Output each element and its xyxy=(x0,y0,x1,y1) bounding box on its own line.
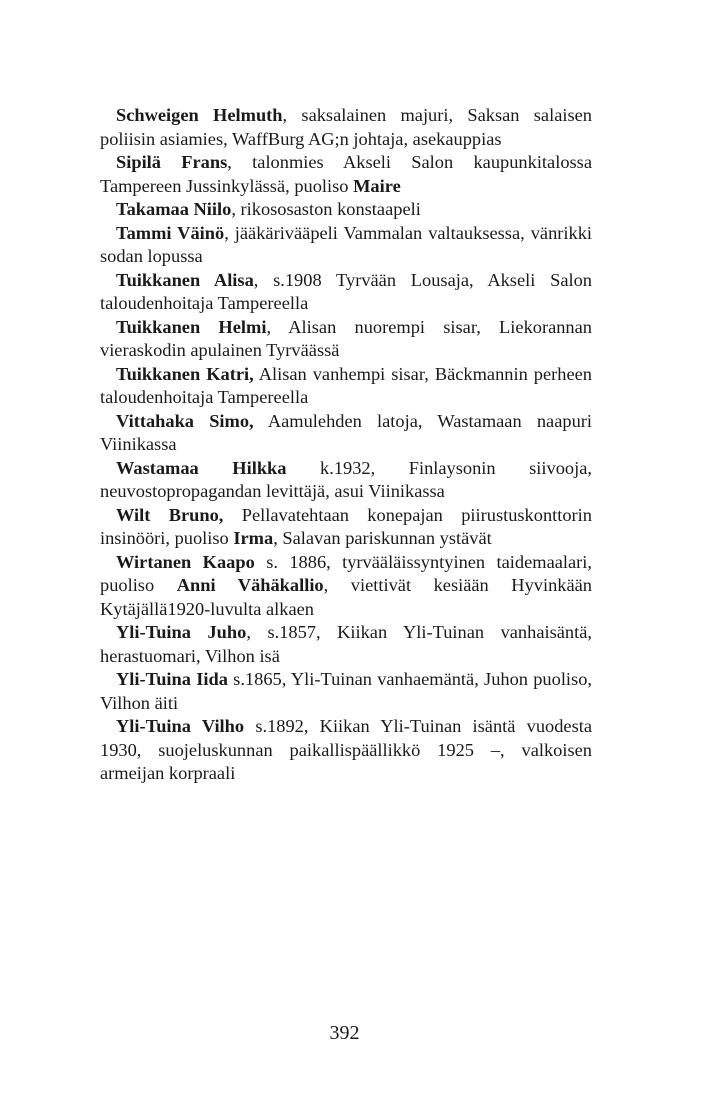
entry-name: Takamaa Niilo xyxy=(116,199,232,219)
entry-text: Aamulehden latoja, Wastamaan naapuri Viinikassa xyxy=(100,410,592,454)
entry-name: Sipilä Frans xyxy=(116,152,228,172)
entry-text-after: , Salavan pariskunnan ystävät xyxy=(273,528,492,548)
entry-text: s.1908 Tyrvään Lousaja, Akseli Salon taloudenhoitaja Tampereella xyxy=(100,269,592,313)
list-item xyxy=(100,410,592,457)
entry-name: Tammi Väinö xyxy=(116,222,225,243)
list-item: Takamaa Niilo, rikososaston konstaapeli xyxy=(116,199,421,219)
list-item xyxy=(100,457,592,504)
entry-text: saksalainen majuri, Saksan salaisen poliisin asiamies, WaffBurg AG;n johtaja, asekauppias xyxy=(100,105,592,149)
list-item: Schweigen Helmuth, saksalainen majuri, Saksan salaisen poliisin asiamies, WaffBurg AG;n johtaja, asekauppias xyxy=(100,105,592,149)
list-item xyxy=(100,363,592,410)
entry-text: s.1892, Kiikan Yli-Tuinan isäntä vuodesta 1930, suojeluskunnan paikallispäällikkö 1925 –, valkoisen armeijan korpraali xyxy=(100,716,593,783)
entry-text: s.1865, Yli-Tuinan vanhaemäntä, Juhon puoliso, Vilhon äiti xyxy=(100,669,592,713)
entry-name: Vittahaka Simo, xyxy=(116,410,254,431)
list-item xyxy=(100,715,592,786)
entry-text: Alisan nuorempi sisar, Liekorannan vieraskodin apulainen Tyrväässä xyxy=(100,316,592,360)
entry-text: talonmies Akseli Salon kaupunkitalossa Tampereen Jussinkylässä, puoliso xyxy=(100,152,592,196)
entry-name: Wilt Bruno, xyxy=(116,504,224,525)
entry-name: Wastamaa Hilkka xyxy=(116,457,287,478)
list-item: Tuikkanen Alisa, s.1908 Tyrvään Lousaja, Akseli Salon taloudenhoitaja Tampereella xyxy=(100,269,592,313)
entry-text: s. 1886, tyrvääläissyntyinen taidemaalari, puoliso xyxy=(100,551,592,595)
entry-text: rikososaston konstaapeli xyxy=(240,199,421,219)
entry-text: s.1857, Kiikan Yli-Tuinan vanhaisäntä, herastuomari, Vilhon isä xyxy=(100,622,592,666)
entry-spouse-name: Irma xyxy=(233,528,274,548)
entry-name: Schweigen Helmuth xyxy=(116,105,283,125)
entry-text: k.1932, Finlaysonin siivooja, neuvostopropagandan levittäjä, asui Viinikassa xyxy=(100,457,592,501)
entry-name: Yli-Tuina Iida xyxy=(116,669,228,689)
list-item: Tuikkanen Helmi, Alisan nuorempi sisar, Liekorannan vieraskodin apulainen Tyrväässä xyxy=(100,316,592,360)
list-item: Tammi Väinö, jääkärivääpeli Vammalan valtauksessa, vänrikki sodan lopussa xyxy=(100,222,592,266)
entry-text-after: , viettivät kesiään Hyvinkään Kytäjällä1920-luvulta alkaen xyxy=(100,575,592,619)
list-item xyxy=(100,504,592,551)
entry-name: Tuikkanen Helmi xyxy=(116,316,267,337)
character-list xyxy=(100,104,592,786)
entry-name: Yli-Tuina Juho xyxy=(116,622,247,642)
list-item: Sipilä Frans, talonmies Akseli Salon kaupunkitalossa Tampereen Jussinkylässä, puoliso Maire xyxy=(100,152,592,196)
list-item: Yli-Tuina Juho, s.1857, Kiikan Yli-Tuinan vanhaisäntä, herastuomari, Vilhon isä xyxy=(100,622,592,666)
entry-name: Yli-Tuina Vilho xyxy=(116,716,245,736)
entry-spouse-name: Maire xyxy=(353,175,401,196)
entry-name: Tuikkanen Katri, xyxy=(116,363,254,384)
list-item xyxy=(100,551,592,622)
entry-spouse-name: Anni Vähäkallio xyxy=(176,575,324,595)
entry-name: Wirtanen Kaapo xyxy=(116,551,255,572)
entry-text: jääkärivääpeli Vammalan valtauksessa, vänrikki sodan lopussa xyxy=(100,222,592,266)
page-number: 392 xyxy=(329,1022,360,1044)
list-item xyxy=(100,668,592,715)
entry-text: Pellavatehtaan konepajan piirustuskonttorin insinööri, puoliso xyxy=(100,504,592,548)
entry-name: Tuikkanen Alisa xyxy=(116,269,254,290)
entry-text: Alisan vanhempi sisar, Bäckmannin perheen taloudenhoitaja Tampereella xyxy=(100,363,592,407)
